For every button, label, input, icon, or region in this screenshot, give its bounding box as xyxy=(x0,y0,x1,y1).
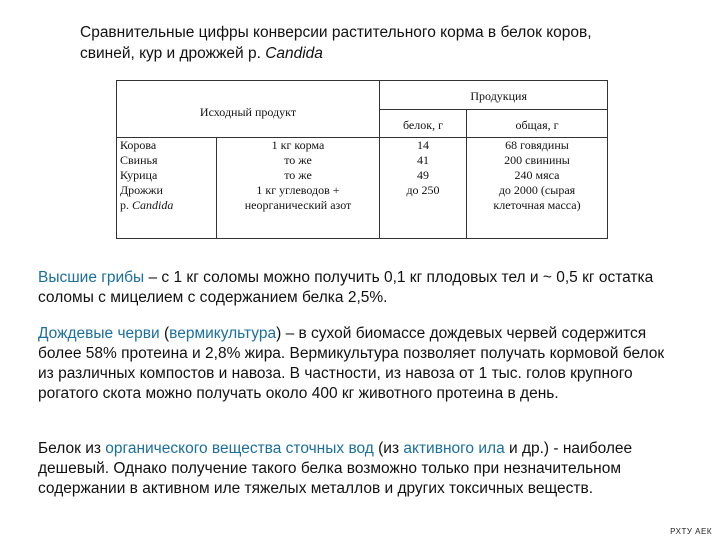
total-value: 240 мяса xyxy=(514,168,560,182)
source-value: неорганический азот xyxy=(244,198,352,212)
paragraph-sewage xyxy=(38,439,678,499)
protein-value: 14 xyxy=(417,138,429,152)
total-value: до 2000 (сырая xyxy=(498,183,576,197)
source-value: 1 кг углеводов + xyxy=(256,183,340,197)
source-value: то же xyxy=(284,153,312,167)
organism-name: Корова xyxy=(120,138,157,152)
total-value: 68 говядины xyxy=(505,138,569,152)
source-value: то же xyxy=(284,168,312,182)
protein-cell xyxy=(380,138,467,239)
sewage-text-2: (из xyxy=(373,440,404,457)
organism-species xyxy=(120,198,216,213)
header-product: Продукция xyxy=(470,89,527,103)
title-line-1: Сравнительные цифры конверсии растительного корма в белок коров, xyxy=(80,24,592,41)
conversion-table xyxy=(116,80,608,239)
term-activated-sludge: активного ила xyxy=(403,440,505,457)
footer-label: РХТУ АЕК xyxy=(670,527,712,536)
source-cell xyxy=(217,138,380,239)
total-value: 200 свинины xyxy=(504,153,570,167)
organism-cell xyxy=(117,138,217,239)
term-vermiculture: вермикультура xyxy=(169,325,277,342)
species-prefix: р. xyxy=(120,198,132,212)
sewage-text-3: и др.) - наиболее дешевый. Однако получение такого белка возможно только при незначительном содержании в активном иле тяжелых металлов и других токсичных веществ. xyxy=(38,440,633,497)
organism-name: Курица xyxy=(120,168,158,182)
term-sewage-organics: органического вещества сточных вод xyxy=(105,440,374,457)
paragraph-worms xyxy=(38,324,678,404)
total-cell xyxy=(467,138,608,239)
subheader-total: общая, г xyxy=(515,118,559,132)
header-source-cell xyxy=(117,81,380,138)
subheader-total-cell xyxy=(467,110,608,138)
organism-name: Дрожжи xyxy=(120,183,163,197)
header-source: Исходный продукт xyxy=(199,105,297,119)
title-species: Candida xyxy=(265,45,323,62)
worms-text: ) – в сухой биомассе дождевых червей содержится более 58% протеина и 2,8% жира. Вермикультура позволяет получать кормовой белок из различных компостов и навоза. В частности, из навоза от 1 тыс. голов крупного рогатого скота можно получать около 400 кг животного протеина в день. xyxy=(38,325,665,402)
subheader-protein-cell xyxy=(380,110,467,138)
total-value: клеточная масса) xyxy=(493,198,581,212)
source-value: 1 кг корма xyxy=(271,138,325,152)
header-product-cell xyxy=(380,81,608,110)
term-higher-fungi: Высшие грибы xyxy=(38,269,145,286)
protein-value: 49 xyxy=(417,168,429,182)
species-name: Candida xyxy=(132,198,174,212)
subheader-protein: белок, г xyxy=(402,118,443,132)
paragraph-fungi xyxy=(38,268,678,308)
worms-paren: ( xyxy=(159,325,170,342)
title-line-2: свиней, кур и дрожжей р. xyxy=(80,45,266,62)
sewage-text-1: Белок из xyxy=(38,440,106,457)
organism-name: Свинья xyxy=(120,153,158,167)
protein-value: до 250 xyxy=(406,183,440,197)
fungi-text: – с 1 кг соломы можно получить 0,1 кг плодовых тел и ~ 0,5 кг остатка соломы с мицелием с содержанием белка 2,5%. xyxy=(38,269,654,306)
table-row xyxy=(117,138,608,239)
term-earthworms: Дождевые черви xyxy=(38,325,160,342)
page-title xyxy=(80,22,680,64)
protein-value: 41 xyxy=(417,153,429,167)
